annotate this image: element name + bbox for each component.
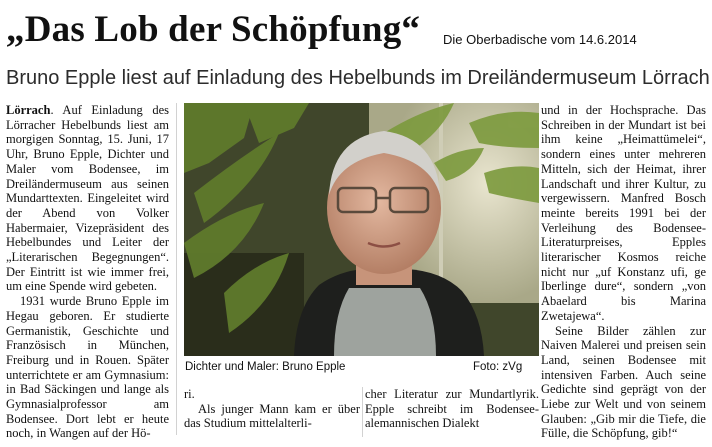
paragraph-5: cher Literatur zur Mundartlyrik. Epple schreibt im Bodensee-alemannischen Dialekt <box>365 387 539 431</box>
column-left <box>6 103 169 441</box>
paragraph-2: 1931 wurde Bruno Epple im Hegau geboren. Er studierte Germanistik, Geschichte und Französisch in München, Freiburg und in Rouen. Später unterrichtete er am Gymnasium: in Bad Säckingen und lange als Gymnasialprofessor am Bodensee. Dort lebt er heute noch, in Wangen auf der Hö- <box>6 294 169 441</box>
photo-credit: Foto: zVg <box>473 361 523 373</box>
article-subheadline: Bruno Epple liest auf Einladung des Hebelbunds im Dreiländermuseum Lörrach <box>6 67 710 89</box>
paragraph-1 <box>6 103 169 294</box>
portrait-image <box>184 103 539 356</box>
column-rule <box>176 103 177 435</box>
column-rule <box>362 387 363 437</box>
article-headline: „Das Lob der Schöpfung“ <box>6 9 421 50</box>
column-middle-b <box>365 387 539 431</box>
column-right <box>541 103 706 441</box>
paragraph-1-text: . Auf Einladung des Lörracher Hebelbunds liest am morgigen Sonntag, 15. Juni, 17 Uhr, Bruno Epple, Dichter und Maler vom Bodensee, im Dreiländermuseum aus seinen Mundarttexten. Eingeleitet wird der Abend von Volker Habermaier, Vizepräsident des Hebelbundes und Leiter der „Literarischen Begegnungen“. Der Eintritt ist wie immer frei, um eine Spende wird gebeten. <box>6 103 169 294</box>
photo-caption: Dichter und Maler: Bruno Epple <box>185 361 346 373</box>
author-photo <box>184 103 539 356</box>
paragraph-3: ri. <box>184 387 195 401</box>
source-line: Die Oberbadische vom 14.6.2014 <box>443 32 637 47</box>
paragraph-6: und in der Hochsprache. Das Schreiben in der Mundart ist bei ihm keine „Heimattümelei“, sondern eines unter mehreren Mitteln, sich der Heimat, ihrer Landschaft und ihrer Kultur, zu vergewissern. Manfred Bosch meinte bereits 1991 bei der Verleihung des Bodensee-Literaturpreises, Epples literarischer Kosmos reiche nicht nur „uf Konstanz ufi, ge Iberlinge dure“, sondern „von Abaelard bis Marina Zwetajewa“. <box>541 103 706 323</box>
paragraph-7: Seine Bilder zählen zur Naiven Malerei und preisen sein Land, seinen Bodensee mit intensiven Farben. Auch seine Gedichte sind geprägt von der Liebe zur Welt und von seinem Glauben: „Gib mir die Tiefe, die Fülle, die Schöpfung, gib!“ <box>541 323 706 441</box>
column-middle-a <box>184 387 360 431</box>
paragraph-4: Als junger Mann kam er über das Studium mittelalterli- <box>184 401 360 431</box>
dateline: Lörrach <box>6 103 51 117</box>
